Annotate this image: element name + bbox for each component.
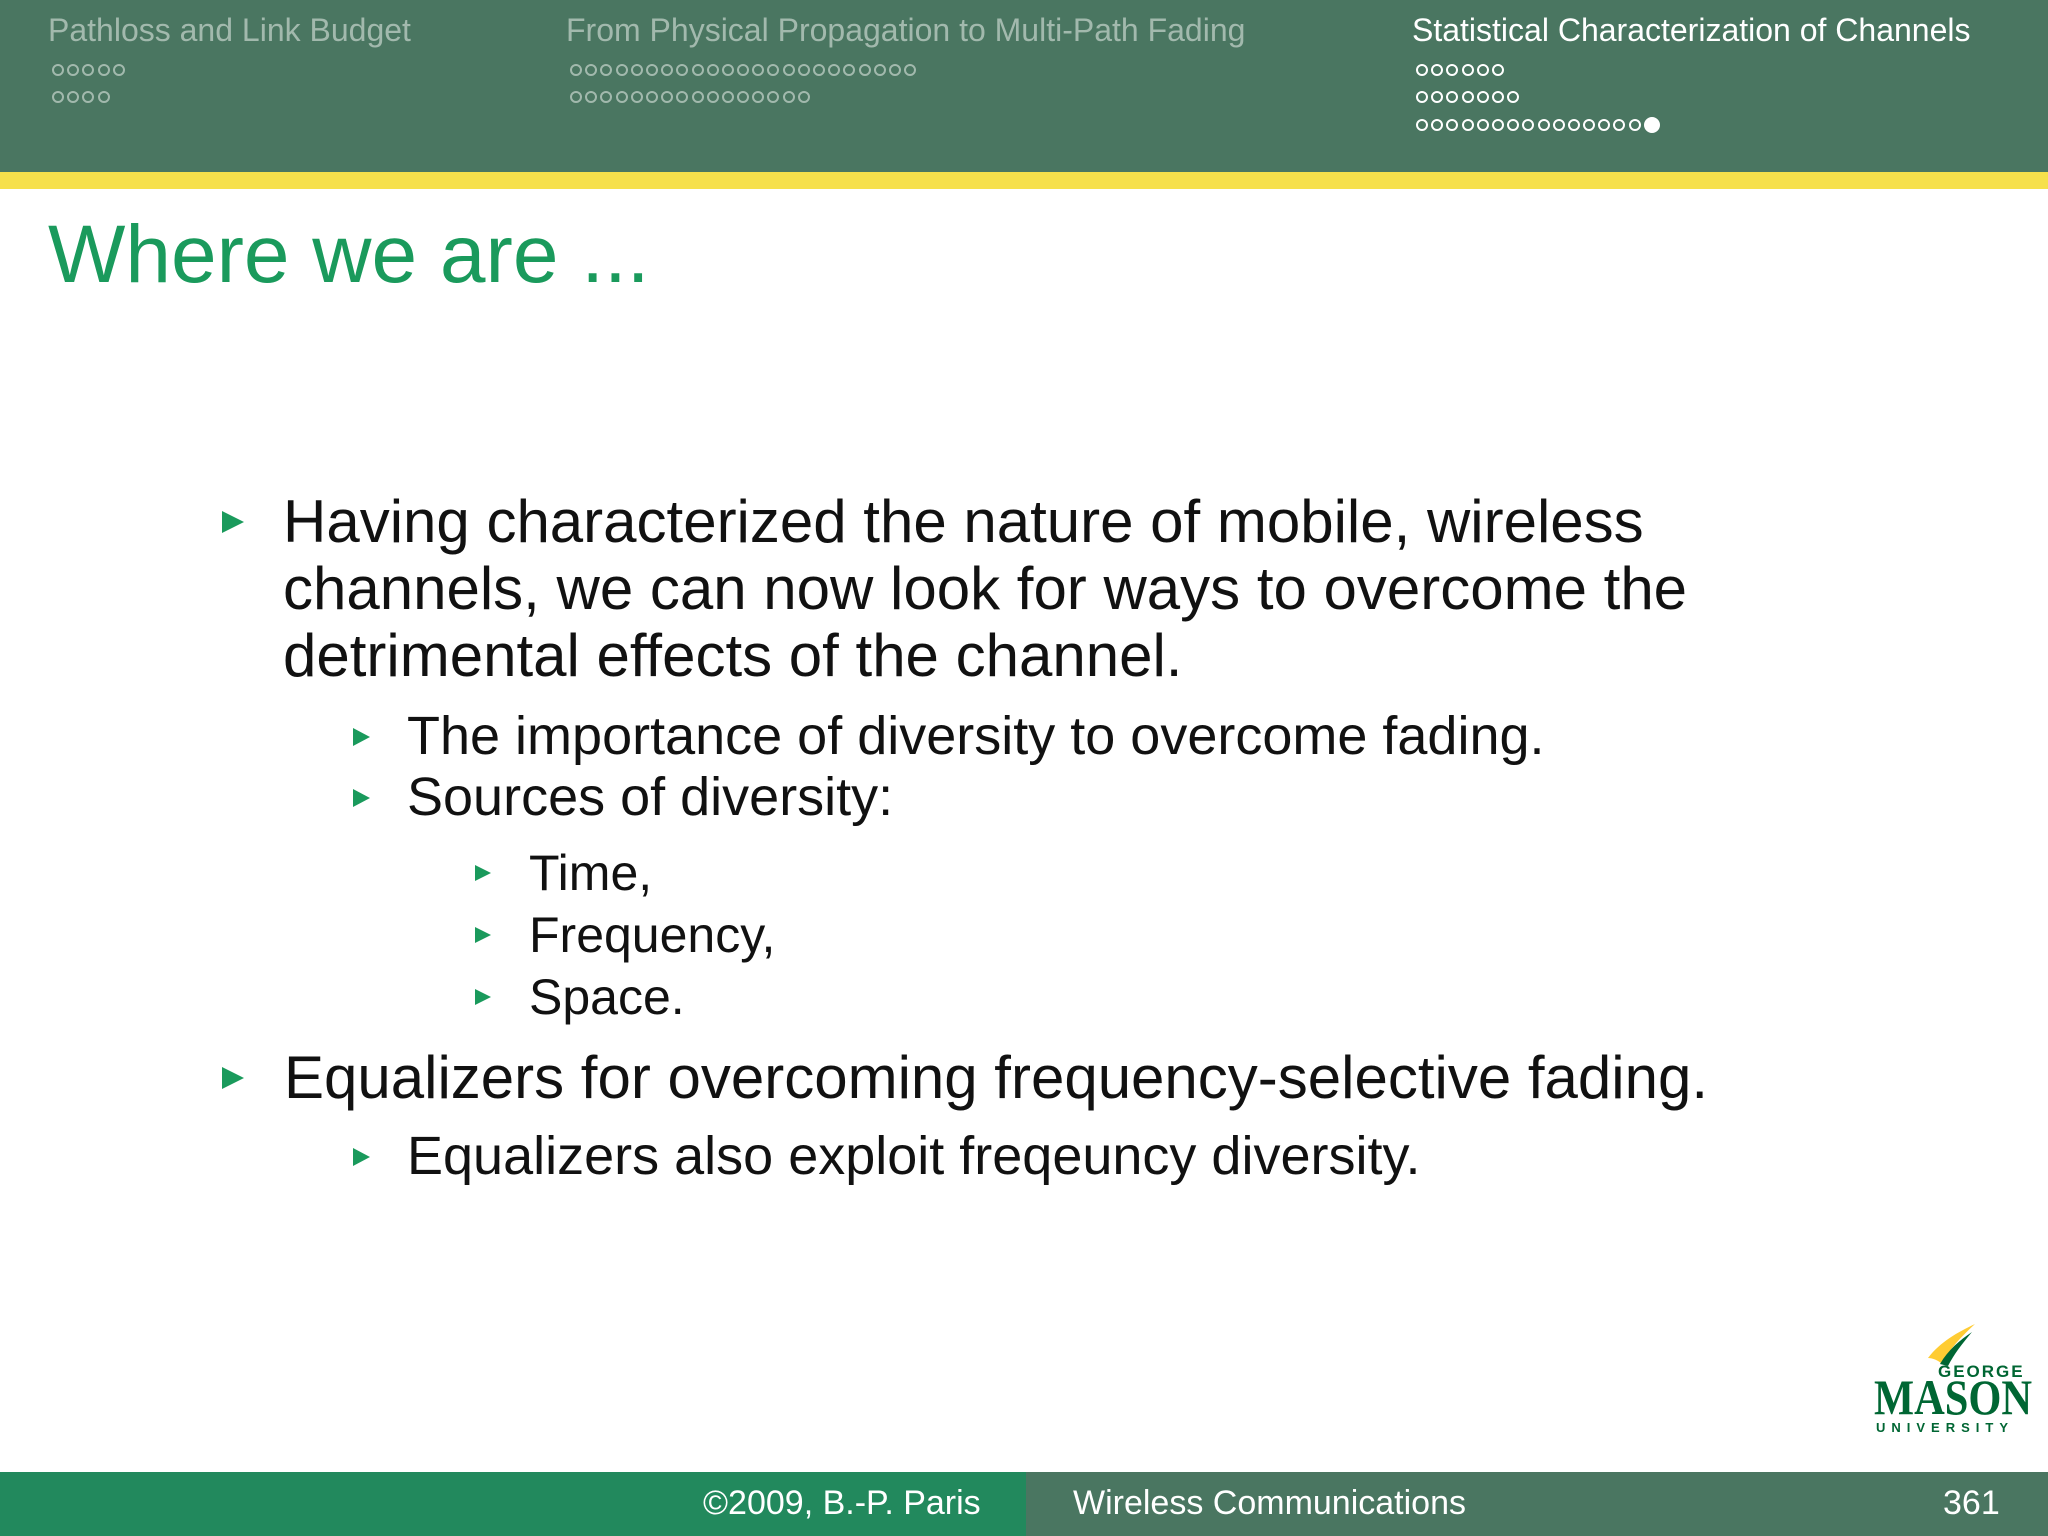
slide-dot-icon[interactable] — [616, 64, 628, 76]
bullet-arrow-icon — [222, 1067, 244, 1089]
slide-dot-icon[interactable] — [1416, 91, 1428, 103]
slide-dots-row — [570, 87, 813, 107]
slide-dot-icon[interactable] — [722, 91, 734, 103]
slide-dot-icon[interactable] — [616, 91, 628, 103]
slide-dot-icon[interactable] — [874, 64, 886, 76]
bullet-level2-item: Equalizers also exploit freqeuncy diversity. — [407, 1126, 1421, 1186]
slide-dot-icon[interactable] — [1507, 91, 1519, 103]
slide-dot-icon[interactable] — [1492, 91, 1504, 103]
slide-dot-icon[interactable] — [646, 64, 658, 76]
slide-dot-icon[interactable] — [676, 64, 688, 76]
slide-dot-icon[interactable] — [82, 91, 94, 103]
slide-dots-row — [570, 60, 919, 80]
slide-dot-icon[interactable] — [98, 91, 110, 103]
slide-dot-icon[interactable] — [798, 64, 810, 76]
slide-dot-icon[interactable] — [1416, 119, 1428, 131]
bullet-arrow-icon — [475, 865, 491, 881]
slide-dot-icon[interactable] — [600, 91, 612, 103]
slide-dot-icon[interactable] — [82, 64, 94, 76]
bullet-arrow-icon — [222, 511, 244, 533]
slide-dot-icon[interactable] — [98, 64, 110, 76]
slide-dots-row — [1416, 115, 1663, 135]
slide-dot-icon[interactable] — [585, 64, 597, 76]
slide-dot-icon[interactable] — [692, 91, 704, 103]
slide-dot-icon[interactable] — [67, 91, 79, 103]
slide-dot-icon[interactable] — [767, 91, 779, 103]
footer-page-number: 361 — [1943, 1484, 2000, 1522]
slide-dot-icon[interactable] — [1431, 64, 1443, 76]
slide-dot-icon[interactable] — [1477, 119, 1489, 131]
slide-dot-icon[interactable] — [1568, 119, 1580, 131]
slide-dot-icon[interactable] — [859, 64, 871, 76]
slide-dot-icon[interactable] — [600, 64, 612, 76]
slide-dot-icon[interactable] — [52, 64, 64, 76]
slide-dots-row — [1416, 60, 1507, 80]
footer-copyright: ©2009, B.-P. Paris — [703, 1484, 981, 1522]
bullet-arrow-icon — [353, 1148, 370, 1166]
bullet-arrow-icon — [353, 728, 370, 746]
bullet-arrow-icon — [475, 927, 491, 943]
slide-dot-icon[interactable] — [843, 64, 855, 76]
slide-dot-icon[interactable] — [1598, 119, 1610, 131]
logo-text-george: GEORGE — [1938, 1362, 2025, 1381]
slide-dot-icon[interactable] — [1613, 119, 1625, 131]
slide-dot-icon[interactable] — [646, 91, 658, 103]
section-navigation-header — [0, 0, 2048, 172]
slide-dot-icon[interactable] — [1416, 64, 1428, 76]
george-mason-logo — [1870, 1320, 2035, 1435]
slide-dot-icon[interactable] — [889, 64, 901, 76]
bullet-arrow-icon — [475, 989, 491, 1005]
slide-dot-icon[interactable] — [767, 64, 779, 76]
slide-dot-icon[interactable] — [1477, 64, 1489, 76]
slide-dot-icon[interactable] — [1553, 119, 1565, 131]
slide-dot-icon[interactable] — [722, 64, 734, 76]
slide-dot-icon[interactable] — [1522, 119, 1534, 131]
slide-dots-row — [52, 60, 128, 80]
slide-dot-icon[interactable] — [1446, 119, 1458, 131]
slide-title: Where we are ... — [48, 209, 650, 300]
slide-dot-icon[interactable] — [661, 64, 673, 76]
logo-text-mason: MASON — [1874, 1369, 2032, 1425]
slide-dot-icon[interactable] — [1583, 119, 1595, 131]
slide-dot-icon[interactable] — [67, 64, 79, 76]
slide-dots-row — [52, 87, 113, 107]
slide-dot-icon[interactable] — [52, 91, 64, 103]
slide-dot-icon[interactable] — [1462, 91, 1474, 103]
slide-dot-icon[interactable] — [1629, 119, 1641, 131]
slide-dot-icon[interactable] — [1507, 119, 1519, 131]
slide-dot-icon[interactable] — [631, 64, 643, 76]
slide-dot-icon[interactable] — [798, 91, 810, 103]
slide-dot-icon[interactable] — [1431, 119, 1443, 131]
slide-dot-icon[interactable] — [752, 91, 764, 103]
slide-dot-icon[interactable] — [1477, 91, 1489, 103]
slide-dot-icon[interactable] — [676, 91, 688, 103]
slide-dot-icon[interactable] — [783, 64, 795, 76]
slide-dot-icon[interactable] — [692, 64, 704, 76]
slide-dot-icon[interactable] — [1462, 119, 1474, 131]
bullet-level3-item: Frequency, — [529, 907, 776, 963]
footer-course-title: Wireless Communications — [1073, 1484, 1466, 1522]
accent-divider — [0, 172, 2048, 189]
bullet-level2-item: Sources of diversity: — [407, 767, 894, 827]
slide-dot-icon[interactable] — [585, 91, 597, 103]
nav-section-title[interactable]: Pathloss and Link Budget — [48, 12, 411, 48]
slide-dots-row — [1416, 87, 1522, 107]
slide-dot-icon[interactable] — [813, 64, 825, 76]
bullet-level1-item — [283, 488, 1687, 689]
slide-dot-icon[interactable] — [1446, 91, 1458, 103]
bullet-level3-item: Space. — [529, 969, 685, 1025]
slide-dot-icon[interactable] — [1462, 64, 1474, 76]
slide-dot-icon[interactable] — [570, 64, 582, 76]
slide-dot-icon[interactable] — [737, 64, 749, 76]
slide-dot-icon[interactable] — [631, 91, 643, 103]
slide-dot-icon[interactable] — [783, 91, 795, 103]
slide-dot-icon[interactable] — [707, 91, 719, 103]
slide-dot-icon[interactable] — [904, 64, 916, 76]
bullet-line: channels, we can now look for ways to overcome the — [283, 555, 1688, 622]
slide-dot-icon[interactable] — [737, 91, 749, 103]
slide-dot-icon[interactable] — [1446, 64, 1458, 76]
bullet-level2-item: The importance of diversity to overcome fading. — [407, 706, 1545, 766]
slide-dot-icon[interactable] — [1538, 119, 1550, 131]
nav-section-title-active[interactable]: Statistical Characterization of Channels — [1412, 12, 1971, 48]
slide-dot-icon[interactable] — [828, 64, 840, 76]
slide-dot-icon[interactable] — [661, 91, 673, 103]
logo-text-university: UNIVERSITY — [1876, 1420, 2015, 1435]
slide-dot-icon[interactable] — [752, 64, 764, 76]
slide-dot-icon[interactable] — [1431, 91, 1443, 103]
bullet-arrow-icon — [353, 789, 370, 807]
current-slide-dot-icon[interactable] — [1644, 117, 1660, 133]
slide-dot-icon[interactable] — [570, 91, 582, 103]
slide-dot-icon[interactable] — [113, 64, 125, 76]
slide-dot-icon[interactable] — [1492, 64, 1504, 76]
bullet-level3-item: Time, — [529, 845, 653, 901]
slide-dot-icon[interactable] — [1492, 119, 1504, 131]
bullet-line: Having characterized the nature of mobile, wireless — [283, 488, 1644, 555]
bullet-level1-item: Equalizers for overcoming frequency-selective fading. — [284, 1044, 1709, 1111]
nav-section-title[interactable]: From Physical Propagation to Multi-Path Fading — [566, 12, 1246, 48]
slide-dot-icon[interactable] — [707, 64, 719, 76]
bullet-line: detrimental effects of the channel. — [283, 622, 1183, 689]
